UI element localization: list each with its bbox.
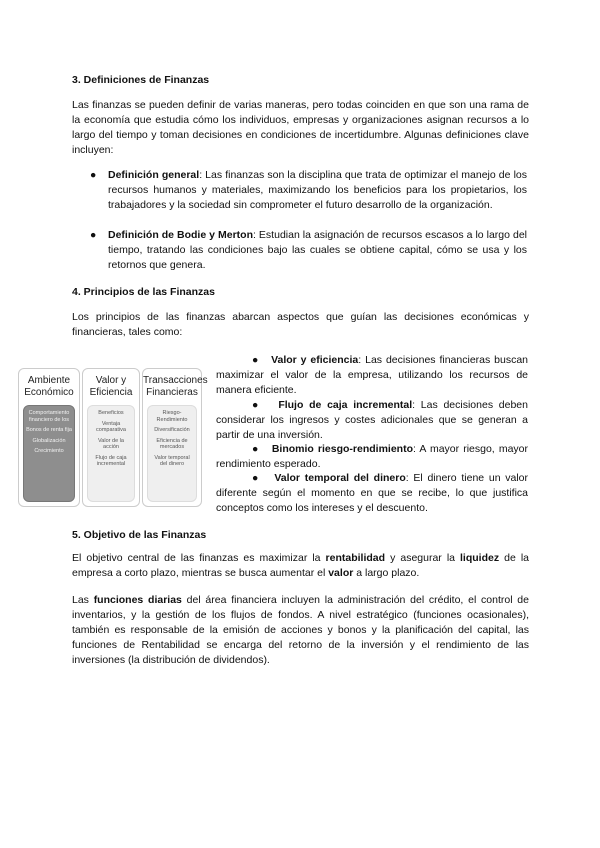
diagram-col-body xyxy=(23,405,75,502)
bullet-text: : Estudian la asignación de recursos escasos a lo largo del tiempo, tratando las condiciones bajo las cuales se obtiene capital, cómo se usa y los retornos que genera. xyxy=(108,229,527,271)
keyword-funciones-diarias: funciones diarias xyxy=(93,594,182,606)
bullet-term: Flujo de caja incremental xyxy=(278,399,413,411)
bullet-dot: ● xyxy=(252,399,262,411)
bullet-text: : Las finanzas son la disciplina que trata de optimizar el manejo de los recursos humanos y materiales, maximizando los beneficios para los propietarios, los trabajadores y la sociedad sin comprometer el futuro desarrollo de la organización. xyxy=(108,169,527,211)
diagram-col-title: Ambiente Económico xyxy=(24,375,74,398)
bullet-text: : Las decisiones financieras buscan maximizar el valor de la empresa, utilizando los recursos de manera eficiente. xyxy=(216,354,529,396)
keyword-valor: valor xyxy=(328,567,354,579)
bullet-riesgo-rendimiento xyxy=(216,442,528,472)
diagram-col-ambiente xyxy=(18,368,80,507)
text: El objetivo central de las finanzas es maximizar la xyxy=(72,552,326,564)
diagram-item: Valor de la acción xyxy=(98,437,124,450)
section-4-heading: 4. Principios de las Finanzas xyxy=(72,286,215,298)
diagram-col-body xyxy=(147,405,197,502)
diagram-item: Ventaja comparativa xyxy=(96,420,126,433)
bullet-flujo-caja xyxy=(216,398,528,443)
keyword-rentabilidad: rentabilidad xyxy=(325,552,386,564)
text: y asegurar la xyxy=(385,552,461,564)
bullet-valor-eficiencia xyxy=(216,353,528,398)
diagram-item: Beneficios xyxy=(98,410,124,416)
bullet-dot: ● xyxy=(252,472,261,484)
text: Las xyxy=(72,594,94,606)
diagram-col-transacciones xyxy=(142,368,208,507)
bullet-term: Binomio riesgo-rendimiento xyxy=(271,443,413,455)
bullet-definicion-general xyxy=(90,168,527,213)
diagram-item: Comportamiento financiero de los xyxy=(28,410,70,423)
diagram-item: Valor temporal del dinero xyxy=(154,454,190,467)
diagram-item: Crecimiento xyxy=(34,448,64,454)
bullet-dot: ● xyxy=(252,443,260,455)
section-4-intro: Los principios de las finanzas abarcan aspectos que guían las decisiones económicas y financieras, tales como: xyxy=(72,311,529,338)
bullet-text: : El dinero tiene un valor diferente según el momento en que se recibe, lo que justifica conceptos como los intereses y el descuento. xyxy=(216,472,529,514)
bullet-term: Valor temporal del dinero xyxy=(274,472,406,484)
text: del área financiera incluyen la administración del crédito, el control de inventarios, y la gestión de los flujos de fondos. A nivel estratégico (funciones ocasionales), también es responsable de la emisión de acciones y bonos y la planificación del capital, las funciones de Rentabilidad se encarga del retorno de la inversión y el rendimiento de las inversiones (la distribución de dividendos). xyxy=(72,594,529,666)
diagram-item: Globalización xyxy=(32,437,66,444)
bullet-term: Definición general xyxy=(108,169,200,181)
bullet-term: Definición de Bodie y Merton xyxy=(108,229,254,241)
bullet-bodie-merton xyxy=(90,228,527,273)
bullet-text: : A mayor riesgo, mayor rendimiento esperado. xyxy=(216,443,528,470)
diagram-col-valor xyxy=(82,368,140,507)
diagram-item: Riesgo-Rendimiento xyxy=(156,410,188,423)
section-3-heading: 3. Definiciones de Finanzas xyxy=(72,74,210,86)
section-5-p1 xyxy=(72,551,529,581)
bullet-term: Valor y eficiencia xyxy=(271,354,359,366)
section-5-p2 xyxy=(72,593,529,668)
section-5-heading: 5. Objetivo de las Finanzas xyxy=(72,529,207,541)
diagram-item: Eficiencia de mercados xyxy=(156,437,188,450)
text: de la empresa a corto plazo, mientras se busca aumentar el xyxy=(72,552,530,579)
diagram-item: Diversificación xyxy=(154,427,190,433)
section-3-intro: Las finanzas se pueden definir de varias maneras, pero todas coinciden en que son una rama de la economía que estudia cómo los individuos, empresas y organizaciones asignan recursos a lo largo del tiempo y toman decisiones en condiciones de incertidumbre. Algunas definiciones clave incluyen: xyxy=(72,99,529,156)
bullet-text: : Las decisiones deben considerar los ingresos y costes adicionales que se generan a partir de una inversión. xyxy=(216,399,528,441)
bullet-dot: ● xyxy=(90,169,97,181)
diagram-col-title: Transacciones Financieras xyxy=(143,375,208,398)
text: a largo plazo. xyxy=(353,567,420,579)
diagram-item: Flujo de caja incremental xyxy=(95,454,127,467)
diagram-col-body xyxy=(87,405,135,502)
bullet-dot: ● xyxy=(90,229,97,241)
diagram-col-title: Valor y Eficiencia xyxy=(89,375,133,398)
keyword-liquidez: liquidez xyxy=(460,552,500,564)
bullet-dot: ● xyxy=(252,354,260,366)
bullet-valor-temporal xyxy=(216,471,528,516)
diagram-item: Bonos de renta fija xyxy=(26,427,72,433)
